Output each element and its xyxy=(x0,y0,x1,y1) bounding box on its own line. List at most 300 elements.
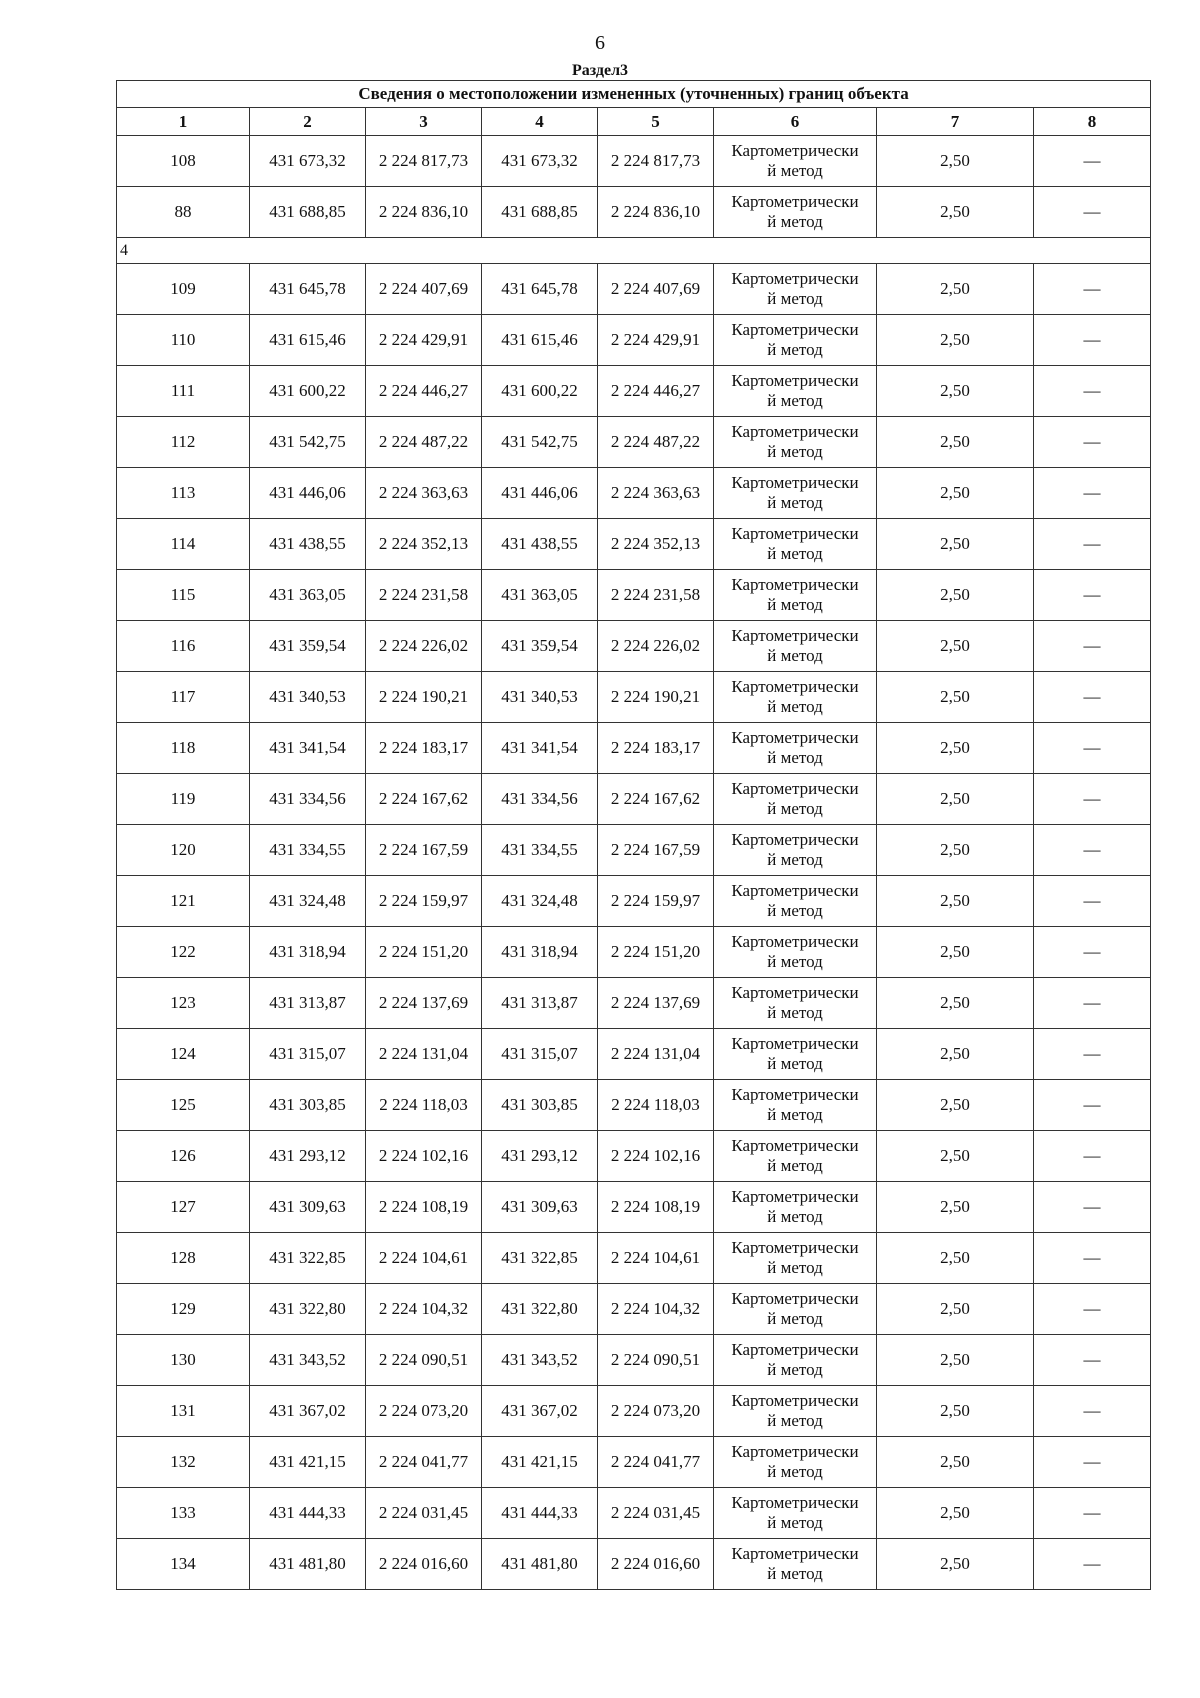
precision-cell: 2,50 xyxy=(877,927,1034,978)
point-number: 126 xyxy=(117,1131,250,1182)
x-new: 431 615,46 xyxy=(482,315,598,366)
empty-mark: — xyxy=(1083,1452,1101,1471)
point-number: 130 xyxy=(117,1335,250,1386)
x-existing: 431 309,63 xyxy=(250,1182,366,1233)
precision-cell: 2,50 xyxy=(877,774,1034,825)
y-new: 2 224 429,91 xyxy=(598,315,714,366)
y-new: 2 224 167,59 xyxy=(598,825,714,876)
method-text-line2: й метод xyxy=(767,391,823,410)
y-existing: 2 224 102,16 xyxy=(366,1131,482,1182)
y-existing: 2 224 190,21 xyxy=(366,672,482,723)
method-cell xyxy=(714,1335,877,1386)
empty-cell xyxy=(1034,621,1151,672)
method-text-line2: й метод xyxy=(767,544,823,563)
y-new: 2 224 231,58 xyxy=(598,570,714,621)
x-existing: 431 542,75 xyxy=(250,417,366,468)
method-cell xyxy=(714,1386,877,1437)
y-new: 2 224 226,02 xyxy=(598,621,714,672)
x-existing: 431 341,54 xyxy=(250,723,366,774)
method-text-line2: й метод xyxy=(767,161,823,180)
column-number: 6 xyxy=(714,108,877,136)
x-existing: 431 363,05 xyxy=(250,570,366,621)
x-new: 431 303,85 xyxy=(482,1080,598,1131)
precision-cell: 2,50 xyxy=(877,825,1034,876)
y-existing: 2 224 016,60 xyxy=(366,1539,482,1590)
group-label: 4 xyxy=(117,238,1151,264)
method-text-line1: Картометрически xyxy=(731,1340,859,1359)
y-new: 2 224 446,27 xyxy=(598,366,714,417)
x-new: 431 315,07 xyxy=(482,1029,598,1080)
empty-cell xyxy=(1034,264,1151,315)
y-existing: 2 224 131,04 xyxy=(366,1029,482,1080)
empty-cell xyxy=(1034,417,1151,468)
x-new: 431 340,53 xyxy=(482,672,598,723)
table-row xyxy=(117,1437,1151,1488)
precision-cell: 2,50 xyxy=(877,366,1034,417)
empty-mark: — xyxy=(1083,279,1101,298)
table-caption: Сведения о местоположении измененных (уточненных) границ объекта xyxy=(117,81,1151,108)
empty-mark: — xyxy=(1083,891,1101,910)
section-title: Раздел3 xyxy=(571,62,629,79)
point-number: 125 xyxy=(117,1080,250,1131)
empty-mark: — xyxy=(1083,483,1101,502)
precision-cell: 2,50 xyxy=(877,978,1034,1029)
group-row xyxy=(117,238,1151,264)
y-existing: 2 224 108,19 xyxy=(366,1182,482,1233)
empty-cell xyxy=(1034,1437,1151,1488)
y-existing: 2 224 352,13 xyxy=(366,519,482,570)
method-cell xyxy=(714,1284,877,1335)
empty-cell xyxy=(1034,1131,1151,1182)
table-row xyxy=(117,417,1151,468)
empty-cell xyxy=(1034,315,1151,366)
x-new: 431 343,52 xyxy=(482,1335,598,1386)
table-row xyxy=(117,774,1151,825)
point-number: 131 xyxy=(117,1386,250,1437)
precision-cell: 2,50 xyxy=(877,1080,1034,1131)
x-new: 431 367,02 xyxy=(482,1386,598,1437)
x-new: 431 446,06 xyxy=(482,468,598,519)
empty-cell xyxy=(1034,1335,1151,1386)
method-text-line2: й метод xyxy=(767,1360,823,1379)
method-text-line2: й метод xyxy=(767,1462,823,1481)
method-text-line2: й метод xyxy=(767,1156,823,1175)
point-number: 109 xyxy=(117,264,250,315)
table-row xyxy=(117,1539,1151,1590)
point-number: 111 xyxy=(117,366,250,417)
method-text-line1: Картометрически xyxy=(731,1289,859,1308)
table-row xyxy=(117,1029,1151,1080)
empty-cell xyxy=(1034,672,1151,723)
point-number: 133 xyxy=(117,1488,250,1539)
y-new: 2 224 167,62 xyxy=(598,774,714,825)
method-text-line2: й метод xyxy=(767,1309,823,1328)
y-existing: 2 224 183,17 xyxy=(366,723,482,774)
y-existing: 2 224 446,27 xyxy=(366,366,482,417)
precision-cell: 2,50 xyxy=(877,1029,1034,1080)
precision-cell: 2,50 xyxy=(877,1437,1034,1488)
x-existing: 431 367,02 xyxy=(250,1386,366,1437)
empty-mark: — xyxy=(1083,789,1101,808)
empty-cell xyxy=(1034,1284,1151,1335)
point-number: 121 xyxy=(117,876,250,927)
y-new: 2 224 118,03 xyxy=(598,1080,714,1131)
method-text-line1: Картометрически xyxy=(731,881,859,900)
column-number-row xyxy=(117,108,1151,136)
method-text-line1: Картометрически xyxy=(731,677,859,696)
y-new: 2 224 031,45 xyxy=(598,1488,714,1539)
method-text-line2: й метод xyxy=(767,850,823,869)
precision-cell: 2,50 xyxy=(877,621,1034,672)
y-new: 2 224 159,97 xyxy=(598,876,714,927)
precision-cell: 2,50 xyxy=(877,417,1034,468)
method-cell xyxy=(714,1182,877,1233)
x-new: 431 673,32 xyxy=(482,136,598,187)
table-row xyxy=(117,468,1151,519)
empty-mark: — xyxy=(1083,942,1101,961)
y-existing: 2 224 487,22 xyxy=(366,417,482,468)
method-text-line2: й метод xyxy=(767,646,823,665)
table-row xyxy=(117,366,1151,417)
point-number: 118 xyxy=(117,723,250,774)
method-text-line1: Картометрически xyxy=(731,269,859,288)
table-row xyxy=(117,927,1151,978)
method-text-line1: Картометрически xyxy=(731,1544,859,1563)
column-number: 4 xyxy=(482,108,598,136)
column-number: 2 xyxy=(250,108,366,136)
precision-cell: 2,50 xyxy=(877,1284,1034,1335)
precision-cell: 2,50 xyxy=(877,187,1034,238)
table-row xyxy=(117,723,1151,774)
method-text-line2: й метод xyxy=(767,340,823,359)
empty-mark: — xyxy=(1083,534,1101,553)
y-existing: 2 224 104,61 xyxy=(366,1233,482,1284)
table-row xyxy=(117,570,1151,621)
y-new: 2 224 104,61 xyxy=(598,1233,714,1284)
method-text-line2: й метод xyxy=(767,1513,823,1532)
x-new: 431 334,56 xyxy=(482,774,598,825)
method-text-line2: й метод xyxy=(767,1207,823,1226)
point-number: 127 xyxy=(117,1182,250,1233)
empty-mark: — xyxy=(1083,993,1101,1012)
x-existing: 431 334,56 xyxy=(250,774,366,825)
y-existing: 2 224 118,03 xyxy=(366,1080,482,1131)
precision-cell: 2,50 xyxy=(877,1386,1034,1437)
point-number: 116 xyxy=(117,621,250,672)
table-row xyxy=(117,1386,1151,1437)
y-new: 2 224 407,69 xyxy=(598,264,714,315)
empty-mark: — xyxy=(1083,1197,1101,1216)
method-text-line1: Картометрически xyxy=(731,1187,859,1206)
y-new: 2 224 041,77 xyxy=(598,1437,714,1488)
y-new: 2 224 487,22 xyxy=(598,417,714,468)
y-existing: 2 224 151,20 xyxy=(366,927,482,978)
method-text-line1: Картометрически xyxy=(731,473,859,492)
method-text-line2: й метод xyxy=(767,289,823,308)
precision-cell: 2,50 xyxy=(877,315,1034,366)
page-number: 6 xyxy=(595,32,605,54)
table-row xyxy=(117,187,1151,238)
point-number: 132 xyxy=(117,1437,250,1488)
x-existing: 431 340,53 xyxy=(250,672,366,723)
y-new: 2 224 016,60 xyxy=(598,1539,714,1590)
x-existing: 431 318,94 xyxy=(250,927,366,978)
point-number: 88 xyxy=(117,187,250,238)
y-new: 2 224 151,20 xyxy=(598,927,714,978)
method-text-line1: Картометрически xyxy=(731,141,859,160)
y-existing: 2 224 226,02 xyxy=(366,621,482,672)
x-new: 431 444,33 xyxy=(482,1488,598,1539)
empty-mark: — xyxy=(1083,151,1101,170)
x-existing: 431 421,15 xyxy=(250,1437,366,1488)
empty-cell xyxy=(1034,1386,1151,1437)
y-existing: 2 224 231,58 xyxy=(366,570,482,621)
empty-mark: — xyxy=(1083,202,1101,221)
table-row xyxy=(117,1284,1151,1335)
empty-mark: — xyxy=(1083,432,1101,451)
precision-cell: 2,50 xyxy=(877,570,1034,621)
precision-cell: 2,50 xyxy=(877,1335,1034,1386)
empty-cell xyxy=(1034,1182,1151,1233)
table-row xyxy=(117,1233,1151,1284)
method-cell xyxy=(714,1488,877,1539)
method-cell xyxy=(714,315,877,366)
empty-mark: — xyxy=(1083,1401,1101,1420)
table-row xyxy=(117,672,1151,723)
method-cell xyxy=(714,621,877,672)
method-cell xyxy=(714,136,877,187)
point-number: 120 xyxy=(117,825,250,876)
point-number: 112 xyxy=(117,417,250,468)
x-existing: 431 303,85 xyxy=(250,1080,366,1131)
table-body xyxy=(117,81,1151,1590)
point-number: 119 xyxy=(117,774,250,825)
empty-cell xyxy=(1034,1233,1151,1284)
empty-cell xyxy=(1034,1080,1151,1131)
x-new: 431 542,75 xyxy=(482,417,598,468)
empty-cell xyxy=(1034,519,1151,570)
empty-mark: — xyxy=(1083,585,1101,604)
empty-cell xyxy=(1034,723,1151,774)
y-existing: 2 224 429,91 xyxy=(366,315,482,366)
method-text-line1: Картометрически xyxy=(731,1391,859,1410)
table-row xyxy=(117,1080,1151,1131)
x-existing: 431 343,52 xyxy=(250,1335,366,1386)
x-new: 431 438,55 xyxy=(482,519,598,570)
method-text-line1: Картометрически xyxy=(731,1493,859,1512)
y-existing: 2 224 167,62 xyxy=(366,774,482,825)
y-new: 2 224 817,73 xyxy=(598,136,714,187)
method-text-line2: й метод xyxy=(767,595,823,614)
precision-cell: 2,50 xyxy=(877,468,1034,519)
table-row xyxy=(117,621,1151,672)
y-new: 2 224 108,19 xyxy=(598,1182,714,1233)
point-number: 123 xyxy=(117,978,250,1029)
precision-cell: 2,50 xyxy=(877,1539,1034,1590)
x-existing: 431 673,32 xyxy=(250,136,366,187)
y-existing: 2 224 363,63 xyxy=(366,468,482,519)
y-new: 2 224 137,69 xyxy=(598,978,714,1029)
table-row xyxy=(117,136,1151,187)
x-new: 431 322,80 xyxy=(482,1284,598,1335)
method-text-line1: Картометрически xyxy=(731,192,859,211)
method-text-line1: Картометрически xyxy=(731,1085,859,1104)
empty-mark: — xyxy=(1083,1299,1101,1318)
y-new: 2 224 352,13 xyxy=(598,519,714,570)
y-new: 2 224 183,17 xyxy=(598,723,714,774)
empty-mark: — xyxy=(1083,687,1101,706)
table-row xyxy=(117,1182,1151,1233)
empty-cell xyxy=(1034,774,1151,825)
x-existing: 431 313,87 xyxy=(250,978,366,1029)
x-new: 431 363,05 xyxy=(482,570,598,621)
method-text-line1: Картометрически xyxy=(731,524,859,543)
precision-cell: 2,50 xyxy=(877,876,1034,927)
precision-cell: 2,50 xyxy=(877,136,1034,187)
empty-cell xyxy=(1034,1539,1151,1590)
x-new: 431 421,15 xyxy=(482,1437,598,1488)
method-cell xyxy=(714,672,877,723)
empty-cell xyxy=(1034,1488,1151,1539)
empty-cell xyxy=(1034,136,1151,187)
y-existing: 2 224 407,69 xyxy=(366,264,482,315)
method-text-line1: Картометрически xyxy=(731,830,859,849)
point-number: 115 xyxy=(117,570,250,621)
x-existing: 431 322,85 xyxy=(250,1233,366,1284)
x-new: 431 600,22 xyxy=(482,366,598,417)
point-number: 110 xyxy=(117,315,250,366)
empty-cell xyxy=(1034,468,1151,519)
x-existing: 431 359,54 xyxy=(250,621,366,672)
empty-mark: — xyxy=(1083,738,1101,757)
method-text-line2: й метод xyxy=(767,901,823,920)
y-existing: 2 224 090,51 xyxy=(366,1335,482,1386)
empty-mark: — xyxy=(1083,381,1101,400)
boundary-table xyxy=(116,80,1151,1590)
empty-mark: — xyxy=(1083,1554,1101,1573)
method-text-line2: й метод xyxy=(767,1411,823,1430)
x-new: 431 293,12 xyxy=(482,1131,598,1182)
column-number: 3 xyxy=(366,108,482,136)
method-text-line2: й метод xyxy=(767,799,823,818)
x-existing: 431 315,07 xyxy=(250,1029,366,1080)
empty-mark: — xyxy=(1083,1350,1101,1369)
method-cell xyxy=(714,1539,877,1590)
method-cell xyxy=(714,825,877,876)
method-cell xyxy=(714,1437,877,1488)
empty-cell xyxy=(1034,366,1151,417)
table-row xyxy=(117,315,1151,366)
table-caption-row xyxy=(117,81,1151,108)
method-text-line1: Картометрически xyxy=(731,1442,859,1461)
method-text-line2: й метод xyxy=(767,1003,823,1022)
table-row xyxy=(117,825,1151,876)
x-new: 431 688,85 xyxy=(482,187,598,238)
empty-mark: — xyxy=(1083,1503,1101,1522)
method-text-line2: й метод xyxy=(767,493,823,512)
table-row xyxy=(117,876,1151,927)
empty-mark: — xyxy=(1083,1146,1101,1165)
point-number: 124 xyxy=(117,1029,250,1080)
method-text-line2: й метод xyxy=(767,748,823,767)
y-new: 2 224 090,51 xyxy=(598,1335,714,1386)
precision-cell: 2,50 xyxy=(877,723,1034,774)
x-existing: 431 293,12 xyxy=(250,1131,366,1182)
y-existing: 2 224 159,97 xyxy=(366,876,482,927)
method-text-line2: й метод xyxy=(767,442,823,461)
y-new: 2 224 131,04 xyxy=(598,1029,714,1080)
column-number: 7 xyxy=(877,108,1034,136)
y-new: 2 224 102,16 xyxy=(598,1131,714,1182)
x-new: 431 322,85 xyxy=(482,1233,598,1284)
y-existing: 2 224 167,59 xyxy=(366,825,482,876)
precision-cell: 2,50 xyxy=(877,1233,1034,1284)
method-cell xyxy=(714,876,877,927)
y-existing: 2 224 041,77 xyxy=(366,1437,482,1488)
empty-cell xyxy=(1034,825,1151,876)
method-text-line1: Картометрически xyxy=(731,779,859,798)
point-number: 134 xyxy=(117,1539,250,1590)
y-new: 2 224 836,10 xyxy=(598,187,714,238)
y-new: 2 224 073,20 xyxy=(598,1386,714,1437)
y-existing: 2 224 031,45 xyxy=(366,1488,482,1539)
empty-cell xyxy=(1034,978,1151,1029)
column-number: 1 xyxy=(117,108,250,136)
method-cell xyxy=(714,570,877,621)
x-new: 431 334,55 xyxy=(482,825,598,876)
y-existing: 2 224 137,69 xyxy=(366,978,482,1029)
method-text-line1: Картометрически xyxy=(731,728,859,747)
x-existing: 431 446,06 xyxy=(250,468,366,519)
method-text-line2: й метод xyxy=(767,1105,823,1124)
method-cell xyxy=(714,1029,877,1080)
method-cell xyxy=(714,978,877,1029)
method-cell xyxy=(714,1080,877,1131)
point-number: 129 xyxy=(117,1284,250,1335)
x-new: 431 324,48 xyxy=(482,876,598,927)
point-number: 108 xyxy=(117,136,250,187)
method-text-line2: й метод xyxy=(767,952,823,971)
column-number: 8 xyxy=(1034,108,1151,136)
precision-cell: 2,50 xyxy=(877,1182,1034,1233)
empty-mark: — xyxy=(1083,330,1101,349)
empty-mark: — xyxy=(1083,1248,1101,1267)
x-existing: 431 600,22 xyxy=(250,366,366,417)
method-text-line2: й метод xyxy=(767,1054,823,1073)
method-cell xyxy=(714,468,877,519)
x-new: 431 341,54 xyxy=(482,723,598,774)
y-new: 2 224 190,21 xyxy=(598,672,714,723)
x-new: 431 318,94 xyxy=(482,927,598,978)
method-text-line1: Картометрически xyxy=(731,983,859,1002)
method-text-line1: Картометрически xyxy=(731,371,859,390)
x-new: 431 313,87 xyxy=(482,978,598,1029)
y-new: 2 224 104,32 xyxy=(598,1284,714,1335)
table-row xyxy=(117,264,1151,315)
precision-cell: 2,50 xyxy=(877,519,1034,570)
method-text-line1: Картометрически xyxy=(731,626,859,645)
empty-mark: — xyxy=(1083,840,1101,859)
method-text-line1: Картометрически xyxy=(731,422,859,441)
method-text-line2: й метод xyxy=(767,697,823,716)
method-text-line2: й метод xyxy=(767,212,823,231)
x-existing: 431 322,80 xyxy=(250,1284,366,1335)
empty-cell xyxy=(1034,187,1151,238)
method-cell xyxy=(714,187,877,238)
empty-mark: — xyxy=(1083,1095,1101,1114)
method-cell xyxy=(714,723,877,774)
x-new: 431 645,78 xyxy=(482,264,598,315)
